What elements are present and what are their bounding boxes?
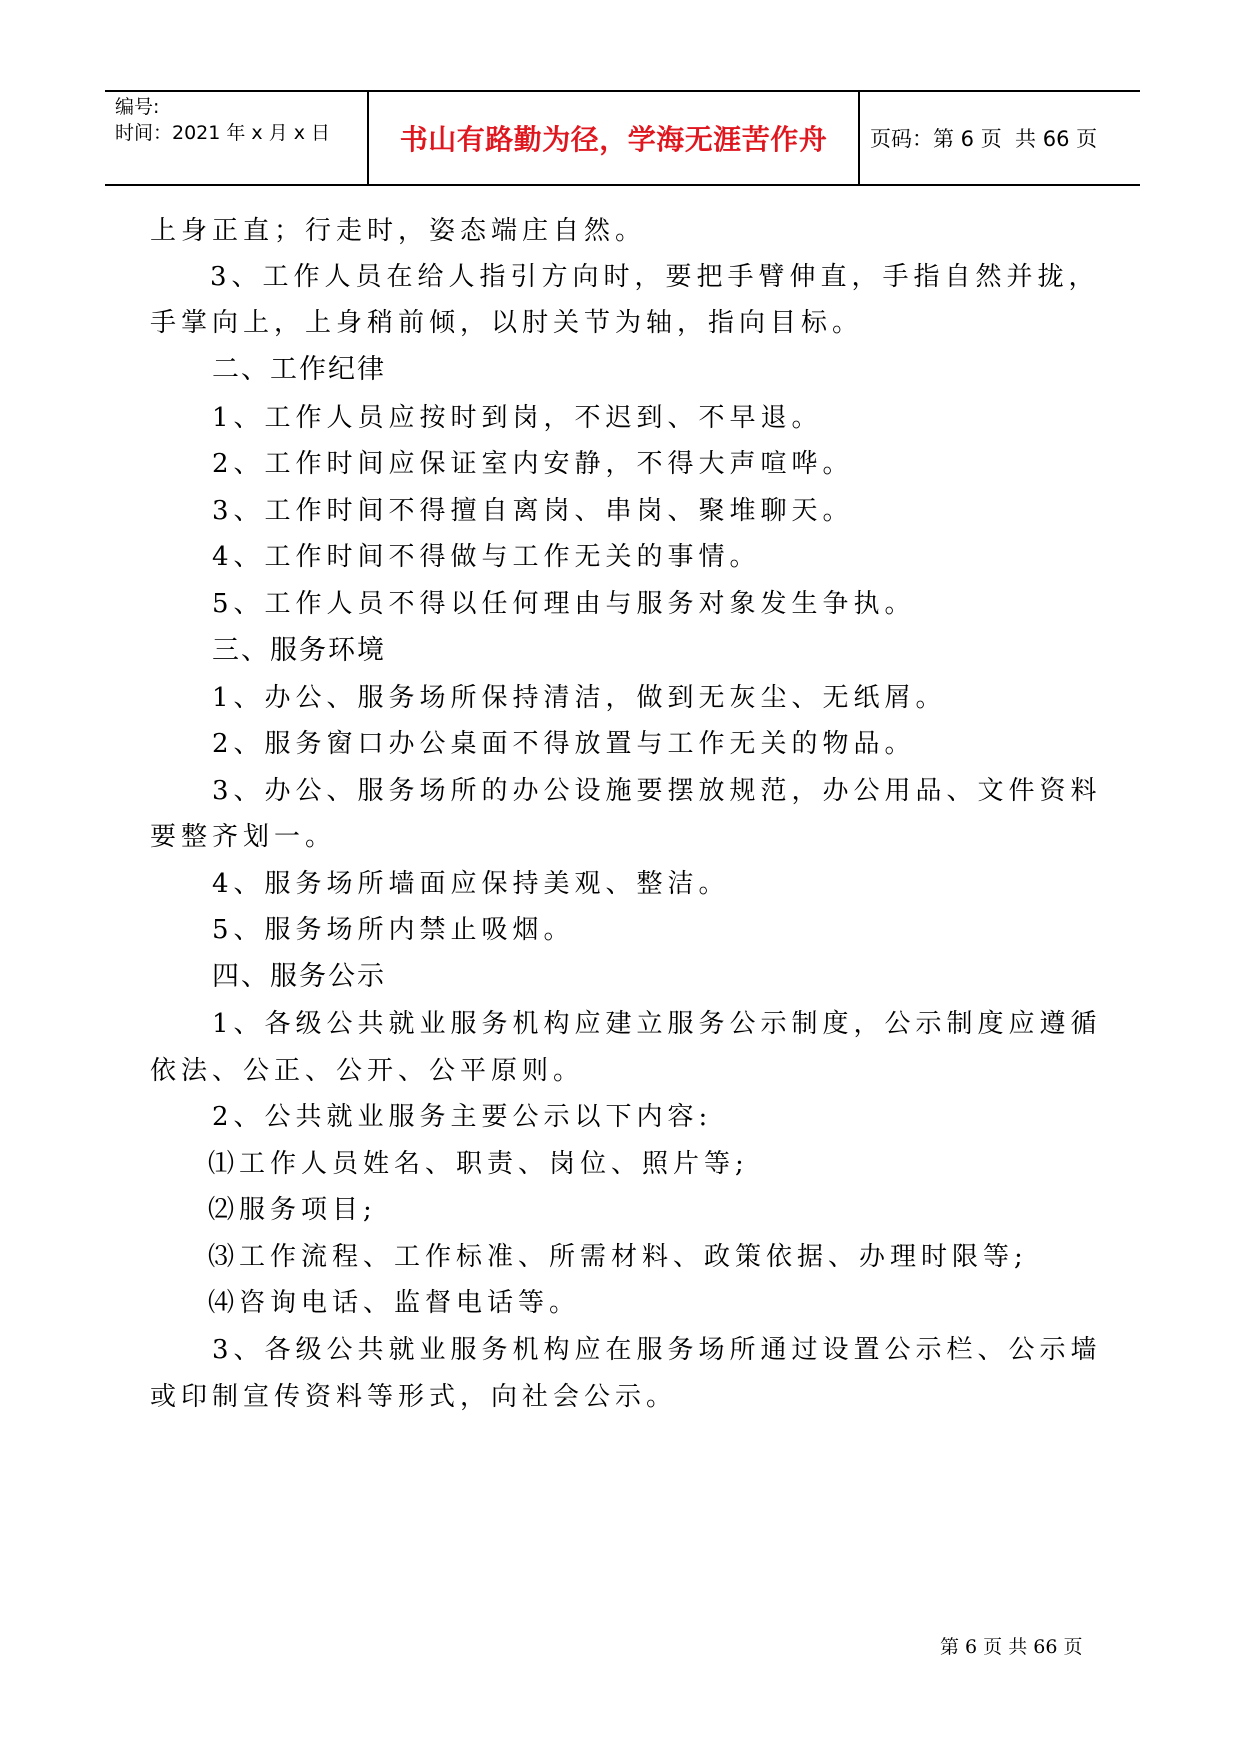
body-line: 依法、公正、公开、公平原则。 <box>150 1056 585 1086</box>
section-heading: 二、工作纪律 <box>212 354 386 385</box>
body-line: 手掌向上，上身稍前倾，以肘关节为轴，指向目标。 <box>150 308 864 338</box>
body-line: 1、办公、服务场所保持清洁，做到无灰尘、无纸屑。 <box>212 683 947 713</box>
body-line: 3、各级公共就业服务机构应在服务场所通过设置公示栏、公示墙 <box>212 1335 1102 1365</box>
section-heading: 四、服务公示 <box>212 961 386 992</box>
body-line: 2、公共就业服务主要公示以下内容: <box>212 1102 713 1132</box>
body-line: ⑶工作流程、工作标准、所需材料、政策依据、办理时限等; <box>208 1242 1028 1272</box>
body-line: 2、工作时间应保证室内安静，不得大声喧哗。 <box>212 449 854 479</box>
header-motto: 书山有路勤为径，学海无涯苦作舟 <box>399 123 828 156</box>
body-line: 3、办公、服务场所的办公设施要摆放规范，办公用品、文件资料 <box>212 776 1102 806</box>
header-time-label: 时间：2021 年 x 月 x 日 <box>115 122 331 144</box>
body-line: 1、工作人员应按时到岗，不迟到、不早退。 <box>212 403 823 433</box>
header-number-label: 编号: <box>115 96 160 118</box>
body-line: ⑷咨询电话、监督电话等。 <box>208 1288 581 1318</box>
header-divider <box>858 92 860 184</box>
page-footer: 第 6 页 共 66 页 <box>940 1636 1083 1658</box>
header-meta <box>115 94 330 146</box>
body-line: 5、工作人员不得以任何理由与服务对象发生争执。 <box>212 589 916 619</box>
body-line: ⑴工作人员姓名、职责、岗位、照片等; <box>208 1149 749 1179</box>
body-line: 4、服务场所墙面应保持美观、整洁。 <box>212 869 730 899</box>
body-line: 3、工作人员在给人指引方向时，要把手臂伸直，手指自然并拢， <box>210 262 1100 292</box>
body-line: 2、服务窗口办公桌面不得放置与工作无关的物品。 <box>212 729 916 759</box>
body-line: ⑵服务项目; <box>208 1195 377 1225</box>
header-page-label: 页码：第 6 页 共 66 页 <box>870 127 1098 151</box>
body-line: 或印制宣传资料等形式，向社会公示。 <box>150 1382 678 1412</box>
header-page-info <box>870 92 1097 184</box>
body-line: 要整齐划一。 <box>150 822 337 852</box>
body-line: 5、服务场所内禁止吸烟。 <box>212 915 575 945</box>
section-heading: 三、服务环境 <box>212 635 386 666</box>
page-header <box>105 90 1140 186</box>
body-line: 1、各级公共就业服务机构应建立服务公示制度，公示制度应遵循 <box>212 1009 1102 1039</box>
body-line: 3、工作时间不得擅自离岗、串岗、聚堆聊天。 <box>212 496 854 526</box>
body-line: 4、工作时间不得做与工作无关的事情。 <box>212 542 761 572</box>
body-line: 上身正直；行走时，姿态端庄自然。 <box>150 216 647 246</box>
